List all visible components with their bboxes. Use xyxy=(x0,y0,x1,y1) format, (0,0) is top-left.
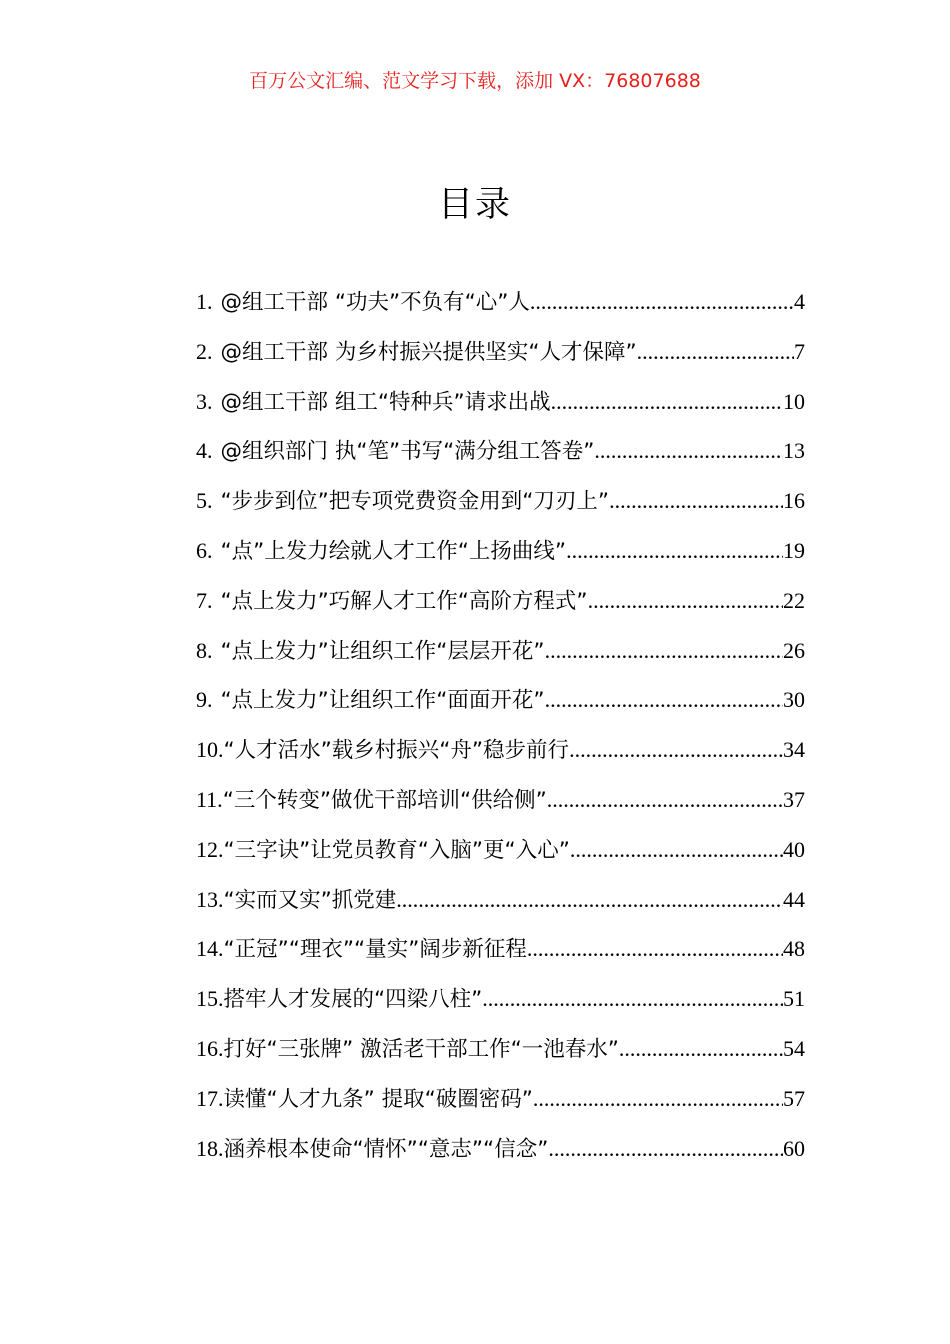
toc-entry-title: “三字诀”让党员教育“入脑”更“入心” xyxy=(223,837,570,863)
toc-entry-6[interactable] xyxy=(196,531,805,581)
toc-entry-title: “人才活水”载乡村振兴“舟”稳步前行 xyxy=(223,738,570,764)
dot-leader xyxy=(569,730,783,770)
toc-entry-page: 4 xyxy=(794,289,805,314)
toc-entry-number: 18. xyxy=(196,1135,224,1161)
toc-entry-number: 3. xyxy=(196,388,213,414)
dot-leader xyxy=(594,431,783,471)
dot-leader xyxy=(588,581,783,621)
dot-leader xyxy=(527,929,783,969)
toc-entry-14[interactable] xyxy=(196,929,805,979)
header-note: 百万公文汇编、范文学习下载，添加 VX：76807688 xyxy=(249,70,701,92)
toc-entry-title: “点上发力”让组织工作“面面开花” xyxy=(220,688,545,714)
toc-entry-number: 15. xyxy=(196,986,224,1012)
toc-entry-title: “点上发力”巧解人才工作“高阶方程式” xyxy=(220,588,588,614)
toc-entry-17[interactable] xyxy=(196,1079,805,1129)
toc-entry-page: 60 xyxy=(783,1135,805,1161)
toc-entry-page: 13 xyxy=(783,438,805,464)
toc-entry-number: 2. xyxy=(196,338,213,364)
toc-entry-title: “点上发力”让组织工作“层层开花” xyxy=(220,638,545,664)
toc-entry-page: 40 xyxy=(783,836,805,862)
toc-entry-4[interactable] xyxy=(196,431,805,481)
toc-entry-number: 1. xyxy=(196,289,213,314)
toc-entry-number: 11. xyxy=(196,786,223,812)
toc-entry-number: 14. xyxy=(196,936,224,962)
toc-entry-title: 涵养根本使命“情怀”“意志”“信念” xyxy=(223,1136,549,1162)
toc-entry-number: 13. xyxy=(196,886,224,912)
dot-leader xyxy=(570,830,783,870)
toc-entry-page: 57 xyxy=(783,1085,805,1111)
toc-entry-page: 7 xyxy=(794,338,805,364)
toc-entry-9[interactable] xyxy=(196,680,805,730)
toc-entry-5[interactable] xyxy=(196,481,805,531)
dot-leader xyxy=(609,481,783,521)
toc-entry-page: 30 xyxy=(783,687,805,713)
dot-leader xyxy=(619,1029,783,1069)
toc-entry-12[interactable] xyxy=(196,830,805,880)
dot-leader xyxy=(396,880,783,920)
toc-entry-title: @组工干部 “功夫”不负有“心”人 xyxy=(220,290,530,315)
dot-leader xyxy=(547,780,783,820)
toc-entry-number: 10. xyxy=(196,737,224,763)
toc-entry-page: 26 xyxy=(783,637,805,663)
toc-entry-page: 34 xyxy=(783,737,805,763)
toc-entry-page: 19 xyxy=(783,537,805,563)
toc-entry-page: 44 xyxy=(783,886,805,912)
toc-title: 目录 xyxy=(437,185,512,225)
toc-entry-3[interactable] xyxy=(196,382,805,432)
dot-leader xyxy=(545,631,783,671)
toc-entry-title: “实而又实”抓党建 xyxy=(223,887,397,913)
toc-entry-number: 4. xyxy=(196,438,213,464)
toc-entry-13[interactable] xyxy=(196,880,805,930)
toc-entry-15[interactable] xyxy=(196,979,805,1029)
toc-entry-1[interactable] xyxy=(196,282,805,332)
toc-entry-title: “步步到位”把专项党费资金用到“刀刃上” xyxy=(220,489,610,515)
dot-leader xyxy=(551,382,783,422)
dot-leader xyxy=(637,332,794,372)
toc-entry-number: 9. xyxy=(196,687,213,713)
toc-entry-title: “点”上发力绘就人才工作“上扬曲线” xyxy=(220,538,567,564)
toc-entry-page: 54 xyxy=(783,1035,805,1061)
toc-entry-16[interactable] xyxy=(196,1029,805,1079)
toc-entry-number: 6. xyxy=(196,537,213,563)
toc-entry-page: 10 xyxy=(783,388,805,414)
toc-entry-10[interactable] xyxy=(196,730,805,780)
toc-entry-title: 搭牢人才发展的“四梁八柱” xyxy=(223,987,483,1013)
toc-entry-number: 16. xyxy=(196,1035,224,1061)
toc-entry-page: 37 xyxy=(783,786,805,812)
toc-entry-page: 16 xyxy=(783,488,805,514)
toc-entry-18[interactable] xyxy=(196,1129,805,1179)
toc-entry-title: “正冠”“理衣”“量实”阔步新征程 xyxy=(223,937,527,963)
toc-entry-page: 22 xyxy=(783,587,805,613)
toc-entry-7[interactable] xyxy=(196,581,805,631)
toc-entry-number: 5. xyxy=(196,488,213,514)
toc-entry-page: 51 xyxy=(783,986,805,1012)
toc-list xyxy=(196,282,805,1178)
dot-leader xyxy=(530,282,794,322)
toc-entry-title: 读懂“人才九条” 提取“破圈密码” xyxy=(223,1086,533,1112)
toc-entry-number: 17. xyxy=(196,1085,224,1111)
toc-entry-number: 7. xyxy=(196,587,213,613)
toc-entry-title: 打好“三张牌” 激活老干部工作“一池春水” xyxy=(223,1036,619,1062)
dot-leader xyxy=(545,680,783,720)
toc-entry-title: @组工干部 为乡村振兴提供坚实“人才保障” xyxy=(220,339,637,365)
toc-entry-2[interactable] xyxy=(196,332,805,382)
dot-leader xyxy=(482,979,783,1019)
toc-entry-number: 8. xyxy=(196,637,213,663)
toc-entry-title: @组织部门 执“笔”书写“满分组工答卷” xyxy=(220,439,595,465)
toc-entry-title: @组工干部 组工“特种兵”请求出战 xyxy=(220,389,551,415)
toc-entry-8[interactable] xyxy=(196,631,805,681)
toc-entry-page: 48 xyxy=(783,936,805,962)
dot-leader xyxy=(548,1129,783,1169)
dot-leader xyxy=(566,531,783,571)
toc-entry-title: “三个转变”做优干部培训“供给侧” xyxy=(222,787,547,813)
toc-entry-number: 12. xyxy=(196,836,224,862)
toc-entry-11[interactable] xyxy=(196,780,805,830)
dot-leader xyxy=(533,1079,783,1119)
